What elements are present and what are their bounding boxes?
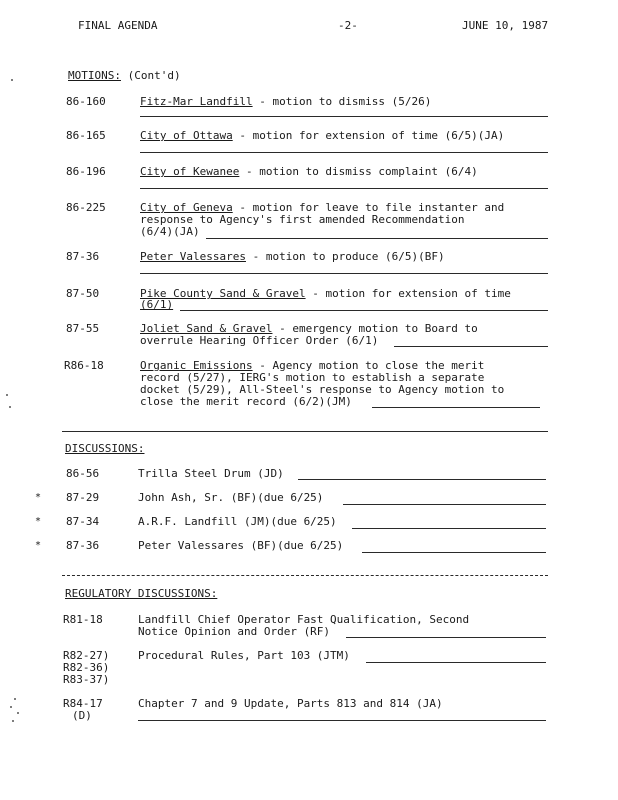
rule-line <box>362 552 546 553</box>
discussion-text: Peter Valessares (BF)(due 6/25) <box>138 539 344 552</box>
motion-number: 86-160 <box>66 95 106 108</box>
discussion-number: 86-56 <box>66 467 100 480</box>
rule-line <box>352 528 546 529</box>
priority-star: * <box>35 492 42 503</box>
motion-party: Peter Valessares <box>140 250 246 263</box>
priority-star: * <box>35 540 42 551</box>
scan-speck <box>11 79 13 81</box>
motion-number: 87-50 <box>66 287 100 300</box>
motion-line <box>140 202 504 214</box>
motion-party: City of Kewanee <box>140 165 240 178</box>
motion-desc: - motion to dismiss complaint (6/4) <box>239 165 478 178</box>
docket-number: R82-36) <box>63 661 110 674</box>
priority-star: * <box>35 516 42 527</box>
rule-line <box>140 152 548 153</box>
motion-line: response to Agency's first amended Recommendation <box>140 213 465 226</box>
regulatory-text: Procedural Rules, Part 103 (JTM) <box>138 649 350 662</box>
motion-line: docket (5/29), All-Steel's response to Agency motion to <box>140 383 505 396</box>
regulatory-text: Notice Opinion and Order (RF) <box>138 625 331 638</box>
discussion-number: 87-29 <box>66 491 100 504</box>
scan-speck <box>14 698 16 700</box>
rule-line <box>138 720 546 721</box>
motion-desc: - motion to produce (6/5)(BF) <box>245 250 445 263</box>
motion-line <box>140 251 445 263</box>
header-title: FINAL AGENDA <box>78 19 158 32</box>
section-divider <box>62 575 548 576</box>
rule-line <box>366 662 546 663</box>
rule-line <box>140 188 548 189</box>
motion-party: Joliet Sand & Gravel <box>140 322 273 335</box>
docket-number: R84-17 <box>63 697 103 710</box>
motion-number: R86-18 <box>64 359 104 372</box>
page-number: -2- <box>338 19 358 32</box>
docket-number: R82-27) <box>63 649 110 662</box>
motions-heading-label: MOTIONS: <box>68 69 121 82</box>
rule-line <box>372 407 540 408</box>
scan-speck <box>17 712 19 714</box>
motion-line <box>140 166 478 178</box>
motion-line: overrule Hearing Officer Order (6/1) <box>140 334 379 347</box>
motion-line: close the merit record (6/2)(JM) <box>140 395 352 408</box>
motion-party: City of Geneva <box>140 201 233 214</box>
regulatory-heading: REGULATORY DISCUSSIONS: <box>65 587 218 600</box>
motion-line <box>140 360 484 372</box>
discussion-number: 87-34 <box>66 515 100 528</box>
motion-line <box>140 96 431 108</box>
motion-number: 86-165 <box>66 129 106 142</box>
discussion-text: Trilla Steel Drum (JD) <box>138 467 284 480</box>
discussions-heading: DISCUSSIONS: <box>65 442 145 455</box>
motions-heading-suffix: (Cont'd) <box>127 69 181 82</box>
motion-desc: - Agency motion to close the merit <box>252 359 485 372</box>
motions-heading <box>68 70 181 82</box>
motion-desc: - motion to dismiss (5/26) <box>252 95 432 108</box>
regulatory-text: Chapter 7 and 9 Update, Parts 813 and 814 (JA) <box>138 697 443 710</box>
scan-speck <box>6 394 8 396</box>
rule-line <box>206 238 548 239</box>
motion-line <box>140 323 478 335</box>
rule-line <box>343 504 546 505</box>
motion-line <box>140 130 504 142</box>
motion-number: 86-225 <box>66 201 106 214</box>
motion-line: (6/4)(JA) <box>140 225 200 238</box>
motion-number: 86-196 <box>66 165 106 178</box>
regulatory-text: Landfill Chief Operator Fast Qualification, Second <box>138 613 470 626</box>
rule-line <box>298 479 546 480</box>
discussion-text: A.R.F. Landfill (JM)(due 6/25) <box>138 515 337 528</box>
docket-number: R83-37) <box>63 673 110 686</box>
discussion-text: John Ash, Sr. (BF)(due 6/25) <box>138 491 324 504</box>
motion-party: Pike County Sand & Gravel <box>140 287 306 300</box>
motion-desc: - motion for leave to file instanter and <box>232 201 505 214</box>
motion-desc: - motion for extension of time <box>305 287 511 300</box>
rule-line <box>140 273 548 274</box>
rule-line <box>346 637 546 638</box>
rule-line <box>180 310 548 311</box>
docket-number: R81-18 <box>63 613 103 626</box>
discussion-number: 87-36 <box>66 539 100 552</box>
scan-speck <box>9 406 11 408</box>
motion-line <box>140 288 511 300</box>
scan-speck <box>10 706 12 708</box>
docket-number: (D) <box>72 709 92 722</box>
motion-party: Fitz-Mar Landfill <box>140 95 253 108</box>
motion-party: City of Ottawa <box>140 129 233 142</box>
motion-party: Organic Emissions <box>140 359 253 372</box>
motion-line: record (5/27), IERG's motion to establish a separate <box>140 371 485 384</box>
scan-speck <box>12 720 14 722</box>
motion-number: 87-55 <box>66 322 100 335</box>
motion-line: (6/1) <box>140 298 174 311</box>
motion-number: 87-36 <box>66 250 100 263</box>
motion-desc: - emergency motion to Board to <box>272 322 478 335</box>
rule-line <box>394 346 548 347</box>
section-divider <box>62 431 548 432</box>
motion-desc: - motion for extension of time (6/5)(JA) <box>232 129 505 142</box>
header-date: JUNE 10, 1987 <box>462 19 549 32</box>
rule-line <box>140 116 548 117</box>
